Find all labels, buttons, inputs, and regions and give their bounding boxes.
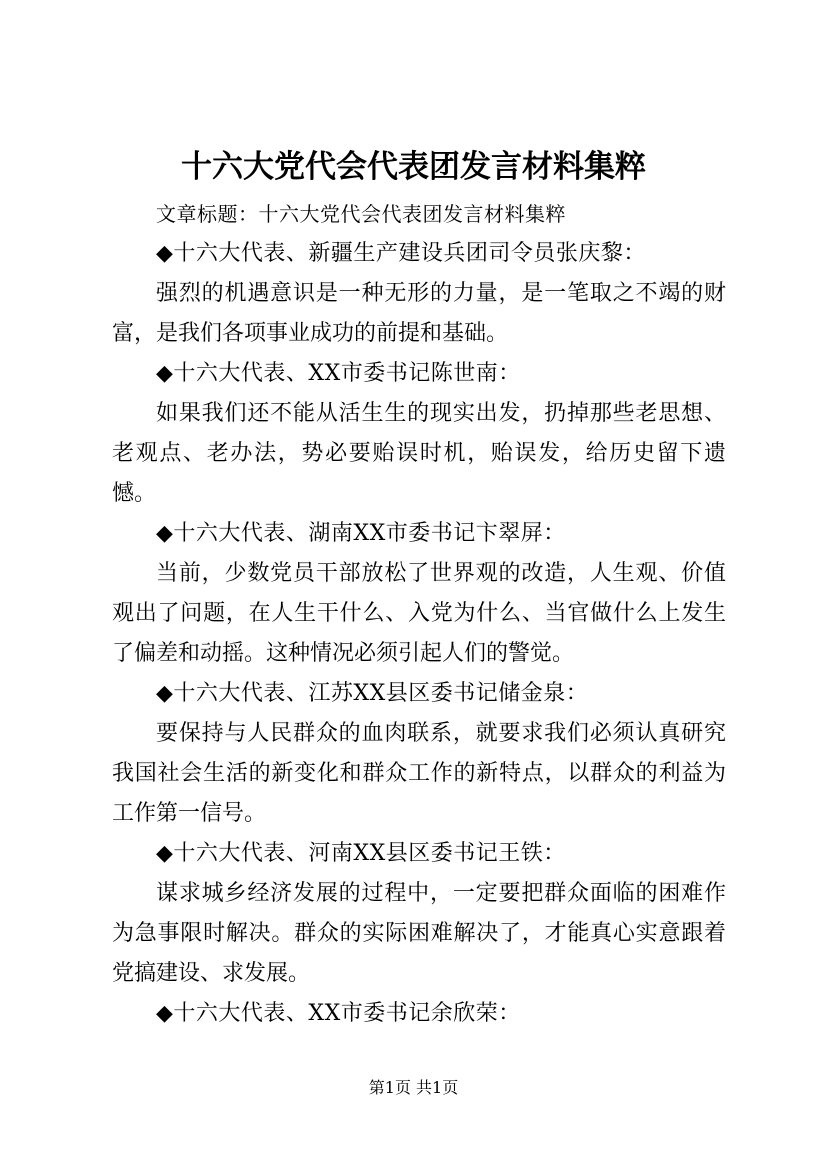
speaker-heading: ◆十六大代表、江苏XX县区委书记储金泉： — [156, 681, 589, 706]
speech-paragraph: 如果我们还不能从活生生的现实出发，扔掉那些老思想、老观点、老办法，势必要贻误时机，贻误发，给历史留下遗憾。 — [112, 401, 726, 506]
speech-paragraph: 强烈的机遇意识是一种无形的力量，是一笔取之不竭的财富，是我们各项事业成功的前提和基础。 — [112, 281, 726, 346]
document-body — [112, 194, 726, 1034]
speech-paragraph: 要保持与人民群众的血肉联系，就要求我们必须认真研究我国社会生活的新变化和群众工作的新特点，以群众的利益为工作第一信号。 — [112, 721, 726, 826]
speech-paragraph: 当前，少数党员干部放松了世界观的改造，人生观、价值观出了问题，在人生干什么、入党为什么、当官做什么上发生了偏差和动摇。这种情况必须引起人们的警觉。 — [112, 561, 726, 666]
speaker-heading: ◆十六大代表、河南XX县区委书记王铁： — [156, 841, 566, 866]
document-title: 十六大党代会代表团发言材料集粹 — [181, 149, 646, 185]
page-number-footer: 第1页 共1页 — [368, 1078, 459, 1097]
speaker-heading: ◆十六大代表、新疆生产建设兵团司令员张庆黎： — [156, 241, 646, 266]
article-title-line: 文章标题：十六大党代会代表团发言材料集粹 — [156, 202, 566, 226]
speaker-heading: ◆十六大代表、XX市委书记陈世南： — [156, 361, 521, 386]
speaker-heading: ◆十六大代表、湖南XX市委书记卞翠屏： — [156, 521, 566, 546]
speaker-heading: ◆十六大代表、XX市委书记余欣荣： — [156, 1001, 521, 1026]
speech-paragraph: 谋求城乡经济发展的过程中，一定要把群众面临的困难作为急事限时解决。群众的实际困难解决了，才能真心实意跟着党搞建设、求发展。 — [112, 881, 726, 986]
